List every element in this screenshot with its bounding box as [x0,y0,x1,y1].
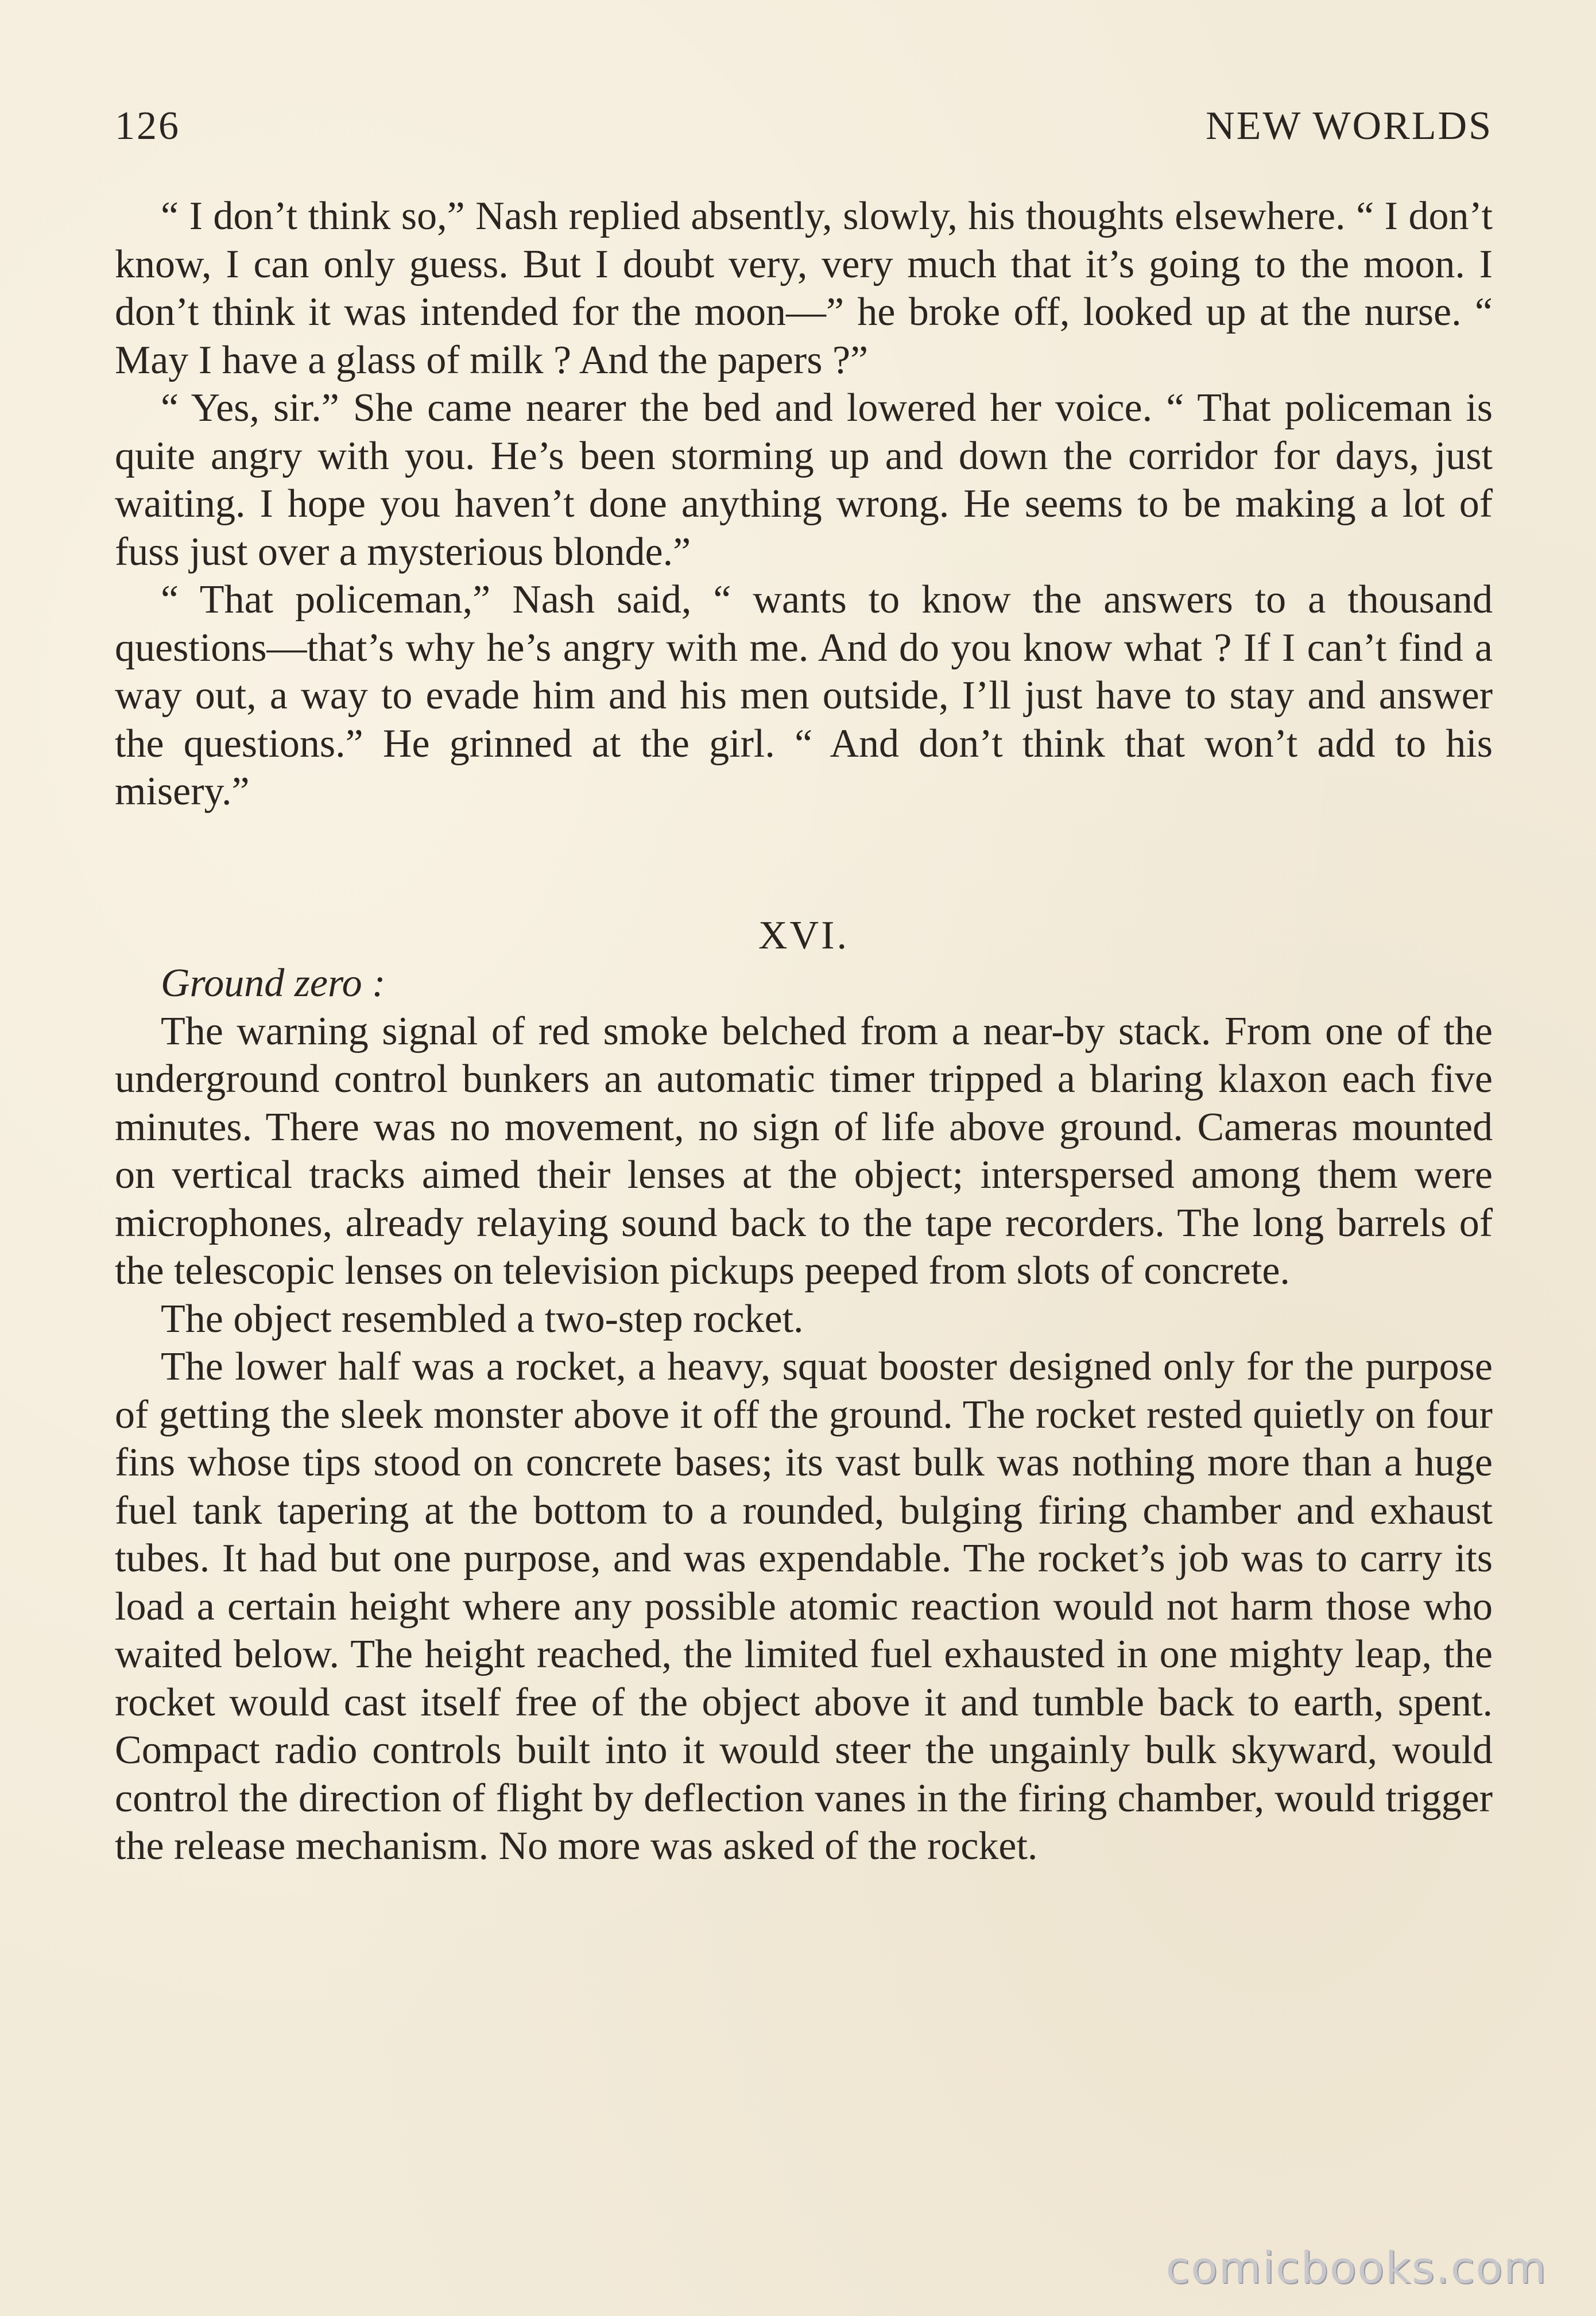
page-header [115,98,1493,161]
paragraph: “ Yes, sir.” She came nearer the bed and lowered her voice. “ That policeman is quite angry with you. He’s been storming up and down the corridor for days, just waiting. I hope you haven’t done anything wrong. He seems to be making a lot of fuss just over a mysterious blonde.” [115,386,1493,574]
page-body [115,192,1493,1870]
chapter-heading: XVI. [758,913,849,958]
paragraph: “ I don’t think so,” Nash replied absently, slowly, his thoughts elsewhere. “ I don’t know, I can only guess. But I doubt very, very much that it’s going to the moon. I don’t think it was intended for the moon—” he broke off, looked up at the nurse. “ May I have a glass of milk ? And the papers ?” [115,194,1493,382]
page-number: 126 [115,104,180,148]
paragraph: The lower half was a rocket, a heavy, squat booster designed only for the purpose of getting the sleek monster above it off the ground. The rocket rested quietly on four fins whose tips stood on concrete bases; its vast bulk was nothing more than a huge fuel tank tapering at the bottom to a rounded, bulging firing chamber and exhaust tubes. It had but one purpose, and was expendable. The rocket’s job was to carry its load a certain height where any possible atomic reaction would not harm those who waited below. The height reached, the limited fuel exhausted in one mighty leap, the rocket would cast itself free of the object above it and tumble back to earth, spent. Compact radio controls built into it would steer the ungainly bulk skyward, would control the direction of flight by deflection vanes in the firing chamber, would trigger the release mechanism. No more was asked of the rocket. [115,1345,1493,1868]
watermark-logo: comicbooks.com [1165,2242,1547,2293]
section-break [115,816,1493,912]
paragraph: The object resembled a two-step rocket. [161,1296,804,1341]
paragraph: The warning signal of red smoke belched from a near-by stack. From one of the underground control bunkers an automatic timer tripped a blaring klaxon each five minutes. There was no movement, no sign of life above ground. Cameras mounted on vertical tracks aimed their lenses at the object; interspersed among them were microphones, already relaying sound back to the tape recorders. The long barrels of the telescopic lenses on television pickups peeped from slots of concrete. [115,1009,1493,1293]
running-title: NEW WORLDS [1206,104,1493,148]
location-tag: Ground zero : [161,961,386,1005]
paragraph: “ That policeman,” Nash said, “ wants to know the answers to a thousand questions—that’s why he’s angry with me. And do you know what ? If I can’t find a way out, a way to evade him and his men outside, I’ll just have to stay and answer the questions.” He grinned at the girl. “ And don’t think that won’t add to his misery.” [115,578,1493,814]
